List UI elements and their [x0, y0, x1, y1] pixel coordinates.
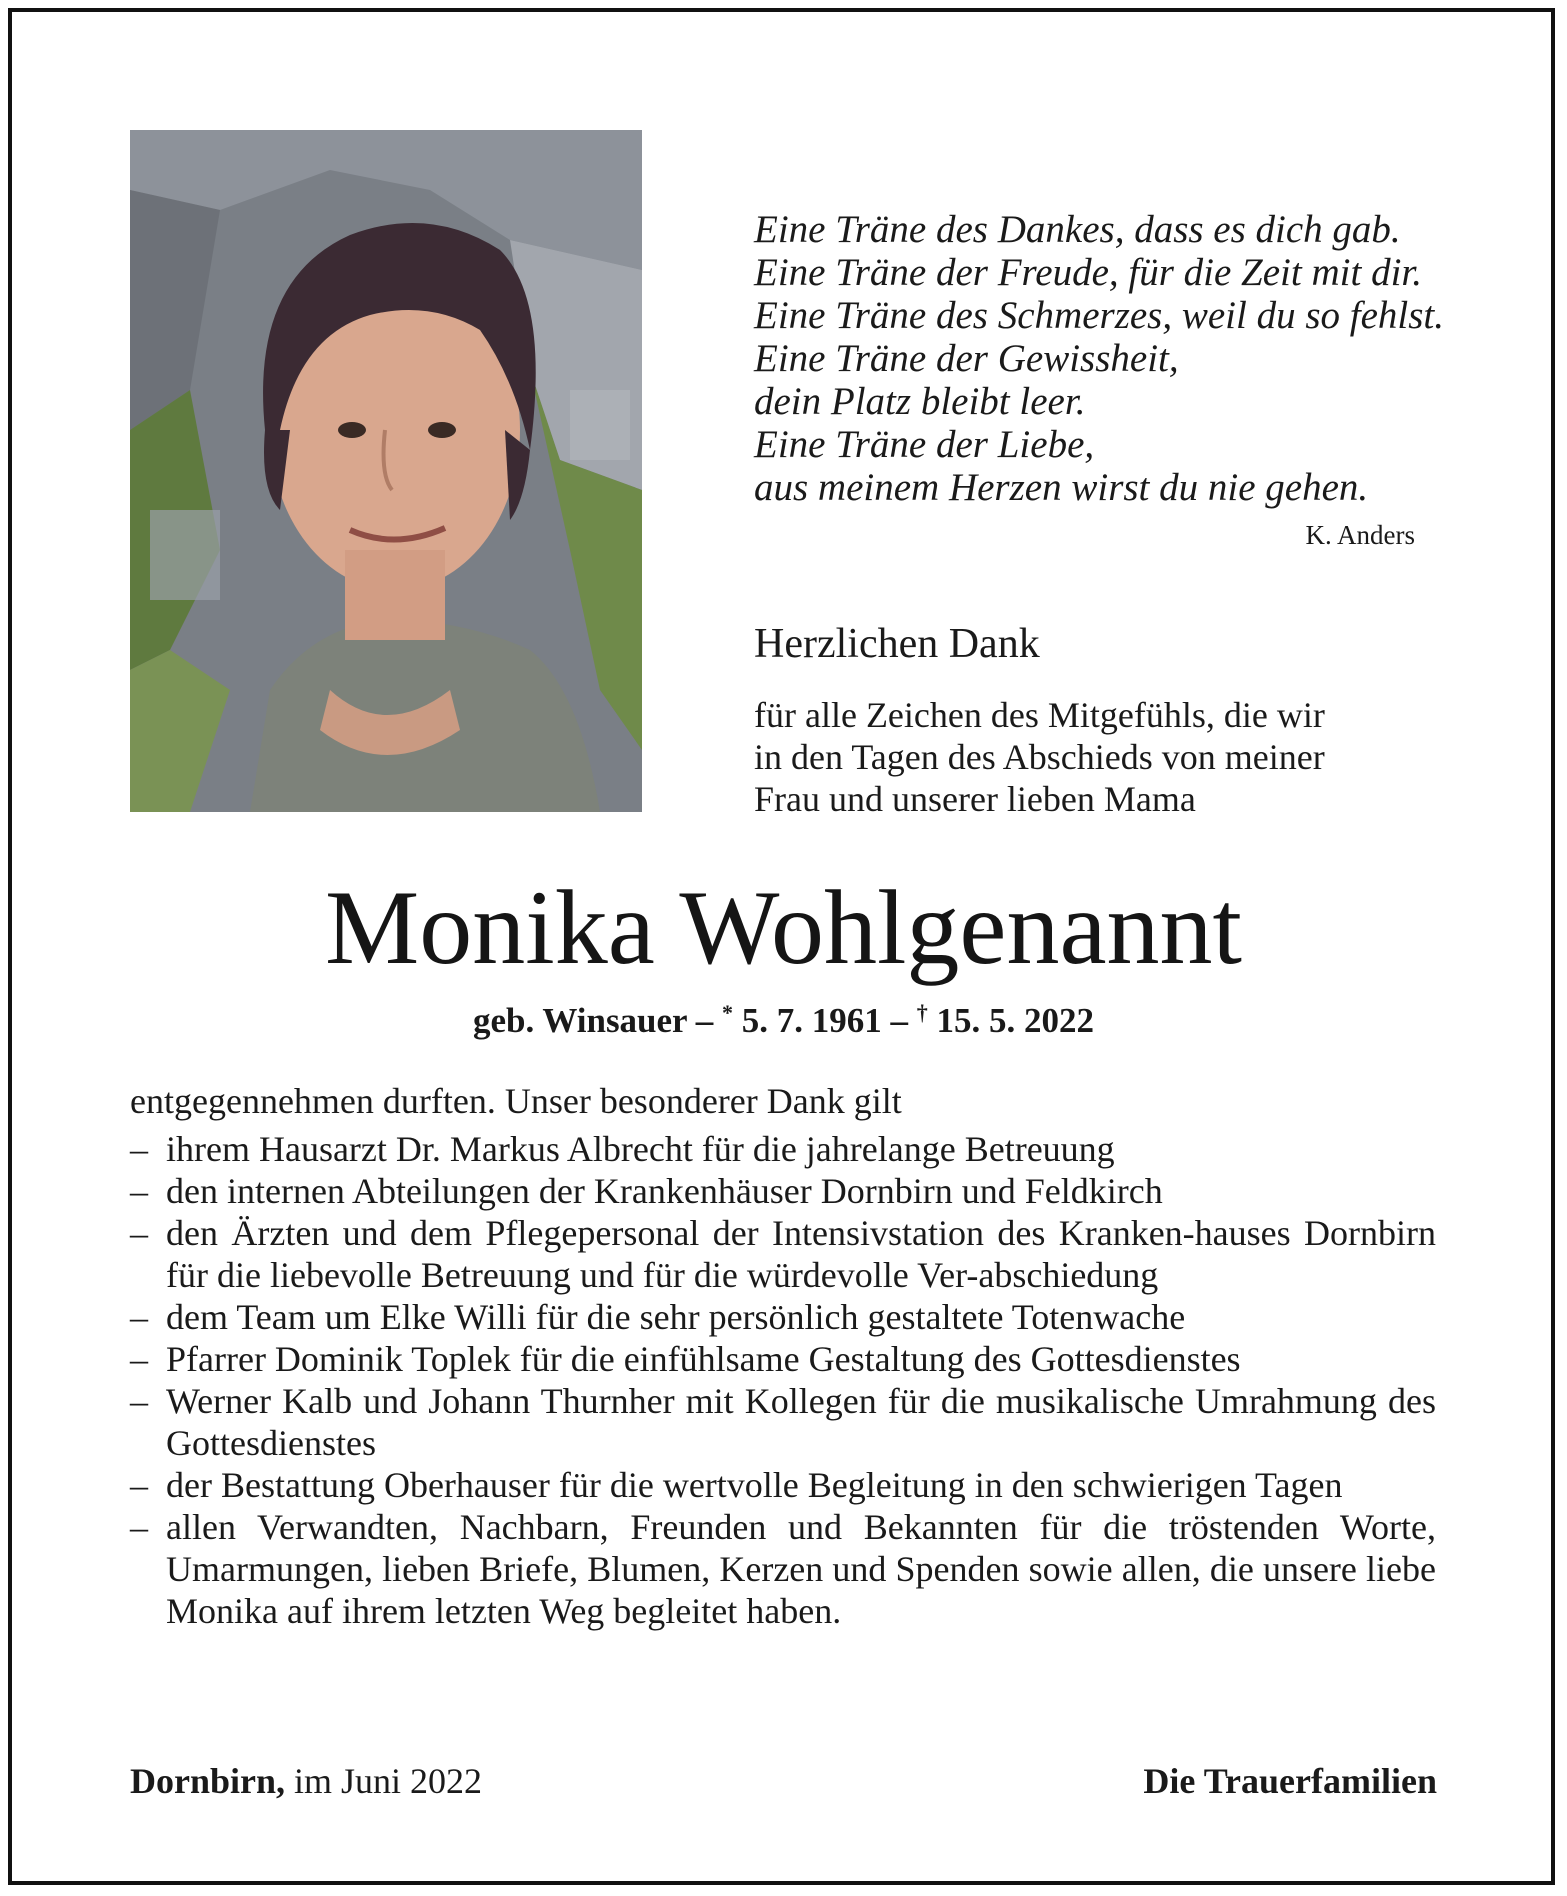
poem-line: aus meinem Herzen wirst du nie gehen.	[754, 466, 1369, 509]
city: Dornbirn,	[130, 1761, 286, 1801]
poem	[754, 208, 1445, 509]
maiden-name: geb. Winsauer	[473, 1001, 687, 1040]
thanks-list	[130, 1128, 1436, 1632]
thanks-intro-line: Frau und unserer lieben Mama	[754, 779, 1196, 819]
portrait-photo	[130, 130, 642, 812]
poem-line: Eine Träne der Freude, für die Zeit mit dir.	[754, 251, 1423, 294]
thanks-intro-line: für alle Zeichen des Mitgefühls, die wir	[754, 695, 1325, 735]
poem-line: Eine Träne des Schmerzes, weil du so fehlst.	[754, 294, 1445, 337]
poem-line: Eine Träne des Dankes, dass es dich gab.	[754, 208, 1401, 251]
poem-line: Eine Träne der Gewissheit,	[754, 337, 1179, 380]
list-item: – ihrem Hausarzt Dr. Markus Albrecht für die jahrelange Betreuung	[130, 1128, 1436, 1170]
deceased-name: Monika Wohlgenannt	[325, 869, 1242, 986]
list-item: – Pfarrer Dominik Toplek für die einfühlsame Gestaltung des Gottesdienstes	[130, 1338, 1436, 1380]
list-item: – der Bestattung Oberhauser für die wertvolle Begleitung in den schwierigen Tagen	[130, 1464, 1436, 1506]
birth-symbol: *	[721, 1000, 733, 1025]
list-item: – den internen Abteilungen der Krankenhäuser Dornbirn und Feldkirch	[130, 1170, 1436, 1212]
deceased-dates	[0, 1000, 1567, 1041]
thanks-intro-line: in den Tagen des Abschieds von meiner	[754, 737, 1325, 777]
signature: Die Trauerfamilien	[1143, 1761, 1437, 1801]
list-item: – allen Verwandten, Nachbarn, Freunden und Bekannten für die tröstenden Worte, Umarmungen, lieben Briefe, Blumen, Kerzen und Spenden sowie allen, die unsere liebe Monika auf ihrem letzten Weg begleitet haben.	[130, 1506, 1436, 1632]
list-item: – Werner Kalb und Johann Thurnher mit Kollegen für die musikalische Umrahmung des Gottesdienstes	[130, 1380, 1436, 1464]
poem-line: dein Platz bleibt leer.	[754, 380, 1086, 423]
thanks-intro	[754, 694, 1444, 820]
body-intro: entgegennehmen durften. Unser besonderer Dank gilt	[130, 1081, 902, 1121]
list-item: – den Ärzten und dem Pflegepersonal der Intensivstation des Kranken-hauses Dornbirn für die liebevolle Betreuung und für die würdevolle Ver-abschiedung	[130, 1212, 1436, 1296]
death-symbol: †	[916, 1000, 928, 1025]
thanks-heading: Herzlichen Dank	[754, 621, 1040, 667]
separator: –	[686, 1001, 722, 1040]
death-date: 15. 5. 2022	[927, 1001, 1094, 1040]
place-date	[130, 1760, 482, 1802]
birth-date: 5. 7. 1961	[732, 1001, 882, 1040]
separator: –	[881, 1001, 917, 1040]
poem-author: K. Anders	[1305, 520, 1415, 550]
list-item: – dem Team um Elke Willi für die sehr persönlich gestaltete Totenwache	[130, 1296, 1436, 1338]
poem-line: Eine Träne der Liebe,	[754, 423, 1095, 466]
date: im Juni 2022	[285, 1761, 483, 1801]
